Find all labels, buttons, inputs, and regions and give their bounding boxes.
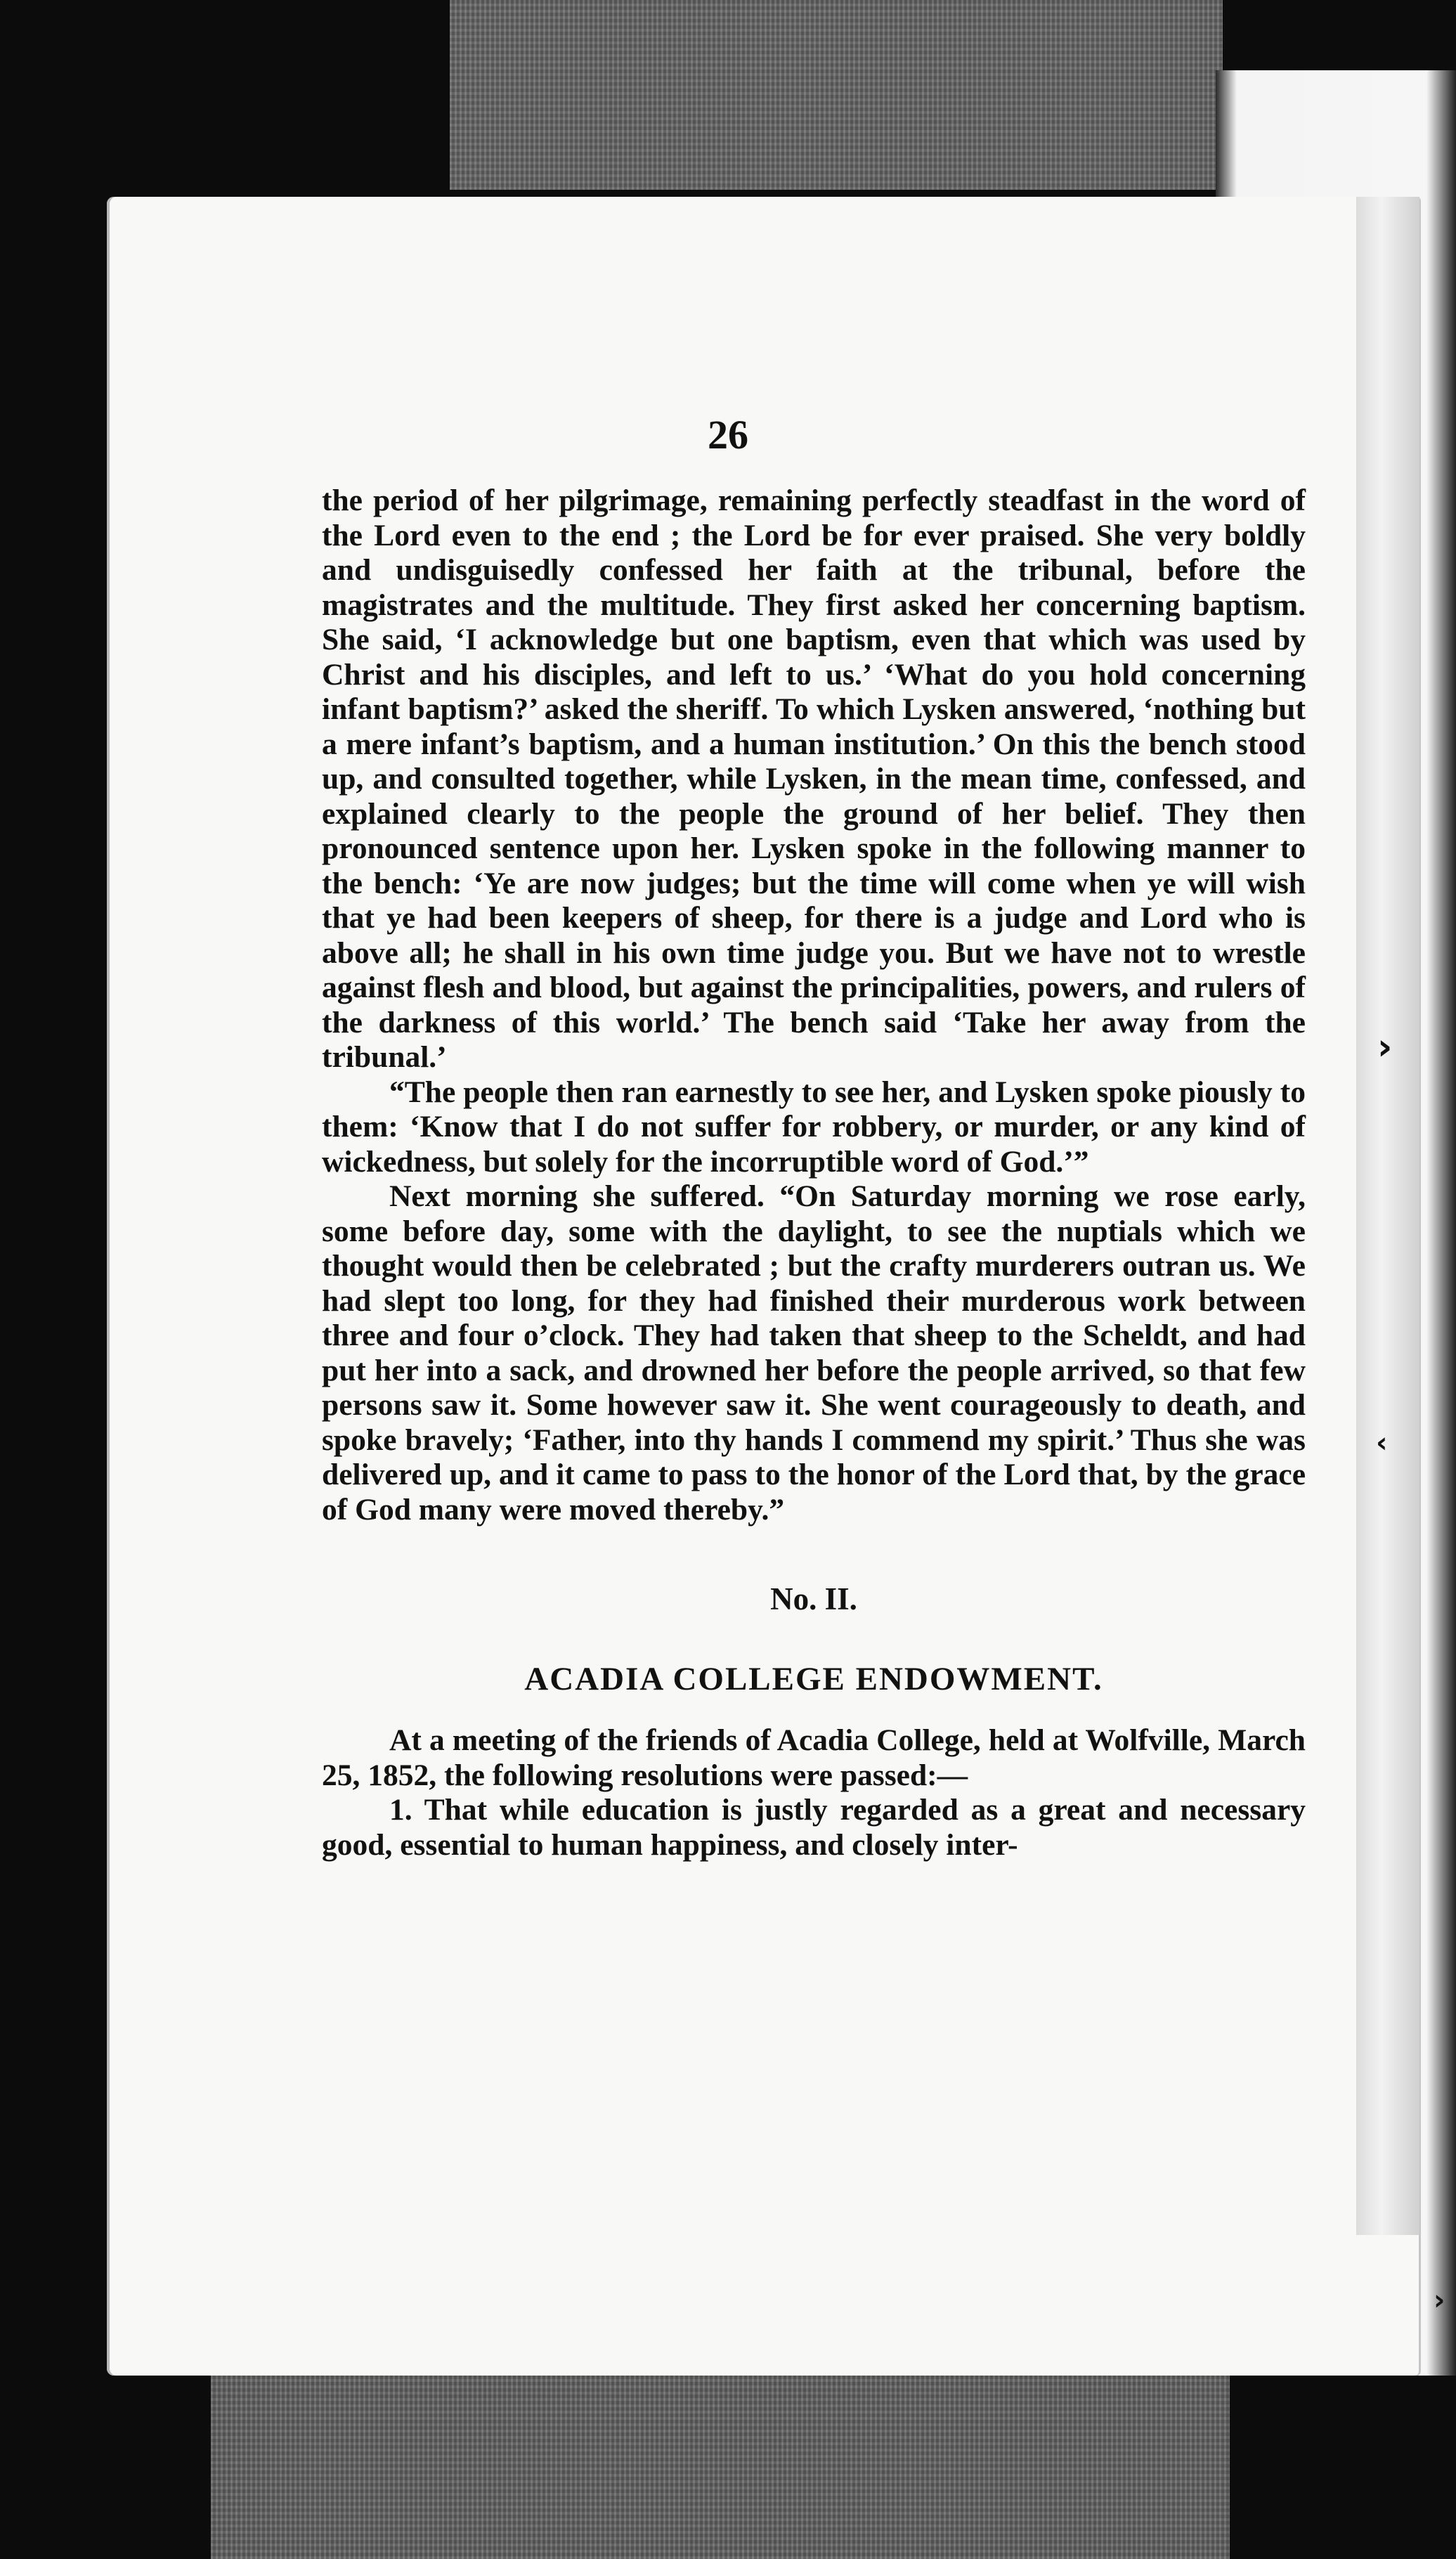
page-edge — [1356, 197, 1419, 2235]
body-paragraph: the period of her pilgrimage, remaining perfectly steadfast in the word of the Lord even to the end ; the Lord be for ever praised. She very boldly and undisguisedly confessed her faith at the tribunal, before the magistrates and the multitude. They first asked her concerning baptism. She said, ‘I acknowledge but one baptism, even that which was used by Christ and his disciples, and left to us.’ ‘What do you hold concerning infant baptism?’ asked the sheriff. To which Lysken answered, ‘nothing but a mere infant’s baptism, and a human institution.’ On this the bench stood up, and consulted together, while Lysken, in the mean time, confessed, and explained clearly to the people the ground of her belief. They then pronounced sentence upon her. Lysken spoke in the following manner to the bench: ‘Ye are now judges; but the time will come when ye will wish that ye had been keepers of sheep, for there is a judge and Lord who is above all; he shall in his own time judge you. But we have not to wrestle against flesh and blood, but against the principalities, powers, and rulers of the darkness of this world.’ The bench said ‘Take her away from the tribunal.’ — [322, 484, 1306, 1074]
microfilm-background-top — [450, 0, 1223, 190]
body-paragraph: “The people then ran earnestly to see her, and Lysken spoke piously to them: ‘Know that I do not suffer for robbery, or murder, or any kind of wickedness, but solely for the incorruptible word of God.’” — [322, 1075, 1306, 1179]
page-body — [322, 484, 1306, 1862]
margin-arrow-icon: › — [1377, 1026, 1393, 1068]
body-paragraph: 1. That while education is justly regarded as a great and necessary good, essential to human happiness, and closely inter- — [322, 1793, 1306, 1862]
margin-arrow-icon: › — [1434, 2284, 1445, 2317]
page-number: 26 — [708, 412, 748, 458]
margin-arrow-icon: ‹ — [1376, 1427, 1388, 1459]
body-paragraph: Next morning she suffered. “On Saturday morning we rose early, some before day, some with the daylight, to see the nuptials which we thought would then be celebrated ; but the crafty murderers outran us. We had slept too long, for they had finished their murderous work between three and four o’clock. They had taken that sheep to the Scheldt, and had put her into a sack, and drowned her before the people arrived, so that few persons saw it. Some however saw it. She went courageously to death, and spoke bravely; ‘Father, into thy hands I commend my spirit.’ Thus she was delivered up, and it came to pass to the honor of the Lord that, by the grace of God many were moved thereby.” — [322, 1179, 1306, 1527]
body-paragraph: At a meeting of the friends of Acadia College, held at Wolfville, March 25, 1852, the following resolutions were passed:— — [322, 1723, 1306, 1792]
section-number: No. II. — [770, 1581, 857, 1617]
section-title: ACADIA COLLEGE ENDOWMENT. — [524, 1660, 1103, 1697]
